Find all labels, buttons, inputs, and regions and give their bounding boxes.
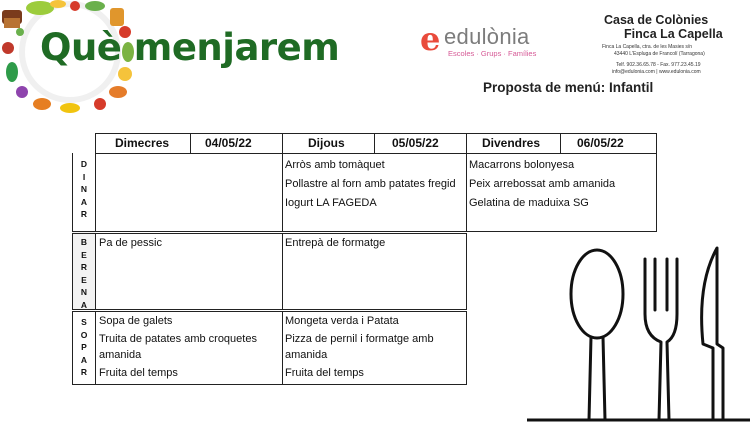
dish-item: Arròs amb tomàquet <box>285 159 385 171</box>
cutlery-icon <box>527 244 750 422</box>
dish-item: Iogurt LA FAGEDA <box>285 197 377 209</box>
logo-mark: e <box>420 20 441 58</box>
dish-item: Pa de pessic <box>99 237 162 249</box>
venue-subtitle: Finca La Capella <box>624 27 723 41</box>
day-date: 04/05/22 <box>205 136 252 150</box>
dish-item: Fruita del temps <box>285 367 364 379</box>
contact-line: info@edulonia.com | www.edulonia.com <box>612 69 701 75</box>
day-name: Dijous <box>308 136 345 150</box>
dish-item: Macarrons bolonyesa <box>469 159 575 171</box>
venue-title: Casa de Colònies <box>604 13 709 27</box>
edulonia-logo <box>420 18 600 58</box>
dish-item: Truita de patates amb croquetes <box>99 333 257 345</box>
day-name: Dimecres <box>115 136 170 150</box>
day-date: 05/05/22 <box>392 136 439 150</box>
dish-item: Entrepà de formatge <box>285 237 386 249</box>
dish-item: amanida <box>285 349 328 361</box>
logo-tagline: Escoles · Grups · Famílies <box>448 49 537 58</box>
dish-item: Gelatina de maduixa SG <box>469 197 589 209</box>
meal-label-berena: B E R E N A <box>80 237 88 310</box>
dish-item: Mongeta verda i Patata <box>285 315 399 327</box>
meal-label-sopar: S O P A R <box>80 317 88 377</box>
dish-item: Peix arrebossat amb amanida <box>469 178 616 190</box>
dish-item: Fruita del temps <box>99 367 178 379</box>
day-date: 06/05/22 <box>577 136 624 150</box>
dish-item: Sopa de galets <box>99 315 173 327</box>
address-line: 43440 L'Espluga de Francolí (Tarragona) <box>614 51 705 57</box>
contact-line: Telf. 902.36.65.78 - Fax. 977.23.45.19 <box>616 62 701 68</box>
day-name: Divendres <box>482 136 541 150</box>
dish-item: amanida <box>99 349 142 361</box>
menu-proposal-title: Proposta de menú: Infantil <box>483 80 654 95</box>
dish-item: Pizza de pernil i formatge amb <box>285 333 434 345</box>
logo-wordmark: edulònia <box>444 24 530 49</box>
meal-label-dinar: D I N A R <box>80 159 88 219</box>
page-title: Què menjarem <box>40 26 340 69</box>
address-line: Finca La Capella, ctra. de les Masies s/n <box>602 44 693 50</box>
dish-item: Pollastre al forn amb patates fregid <box>285 178 456 190</box>
